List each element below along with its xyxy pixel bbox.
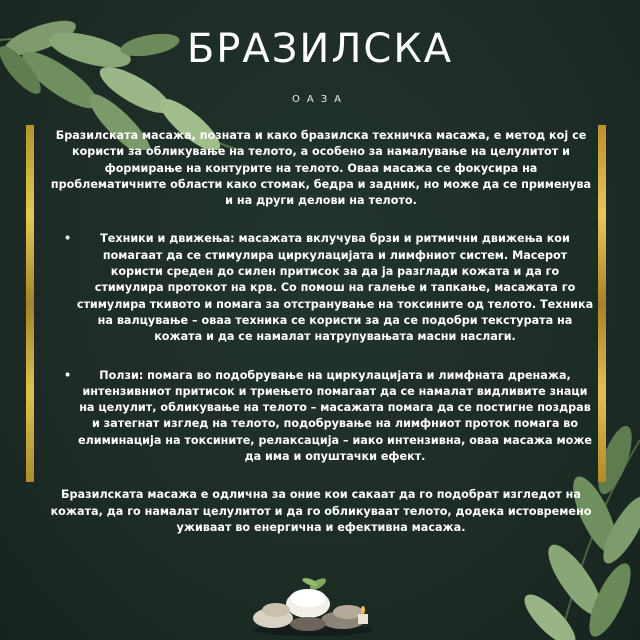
list-item	[48, 368, 594, 466]
closing-paragraph: Бразилската масажа е одлична за оние кои сакаат да го подобрат изгледот на кожата, да го намалат целулитот и да го обликуваат телото, додека истовремено уживаат во енергична и ефективна масажа.	[50, 488, 592, 534]
bullet-text-techniques: Техники и движења: масажата вклучува брзи и ритмични движења кои помагаат да се стимулира циркулацијата и лимфниот систем. Масерот користи среден до силен притисок за да ја разглади кожата и да го стимулира протокот на крв. Со помош на галење и тапкање, масажата го стимулира ткивото и помага за отстранување на токсините од телото. Техника на валцување – оваа техника се користи за да се подобри текстурата на кожата и да се намалат натрупувањата масни наслаги.	[76, 232, 594, 344]
gold-border-right	[598, 125, 606, 482]
bullet-marker: •	[64, 368, 72, 382]
gold-border-left	[26, 125, 34, 482]
list-item	[48, 231, 594, 345]
intro-paragraph: Бразилската масажа, позната и како бразилска техничка масажа, е метод кој се користи за обликување на телото, а особено за намалување на целулитот и формирање на контурите на телото. Оваа масажа се фокусира на проблематичните области како стомак, бедра и задник, но може да се применува и на други делови на телото.	[50, 129, 592, 208]
article-body	[48, 128, 594, 536]
page-title: БРАЗИЛСКА	[186, 26, 454, 72]
spa-stones-icon	[248, 570, 378, 636]
bullet-text-benefits: Ползи: помага во подобрување на циркулацијата и лимфната дренажа, интензивниот притисок и триењето помагаат да се намалат видливите знаци на целулит, обликување на телото – масажата помага да се постигне поздрав и затегнат изглед на телото, подобрување на лимфниот проток помага во елиминација на токсините, релаксација – иако интензивна, оваа масажа може да има и опуштачки ефект.	[77, 368, 593, 464]
bullet-marker: •	[64, 232, 72, 246]
page-subtitle: ОАЗА	[292, 94, 348, 105]
